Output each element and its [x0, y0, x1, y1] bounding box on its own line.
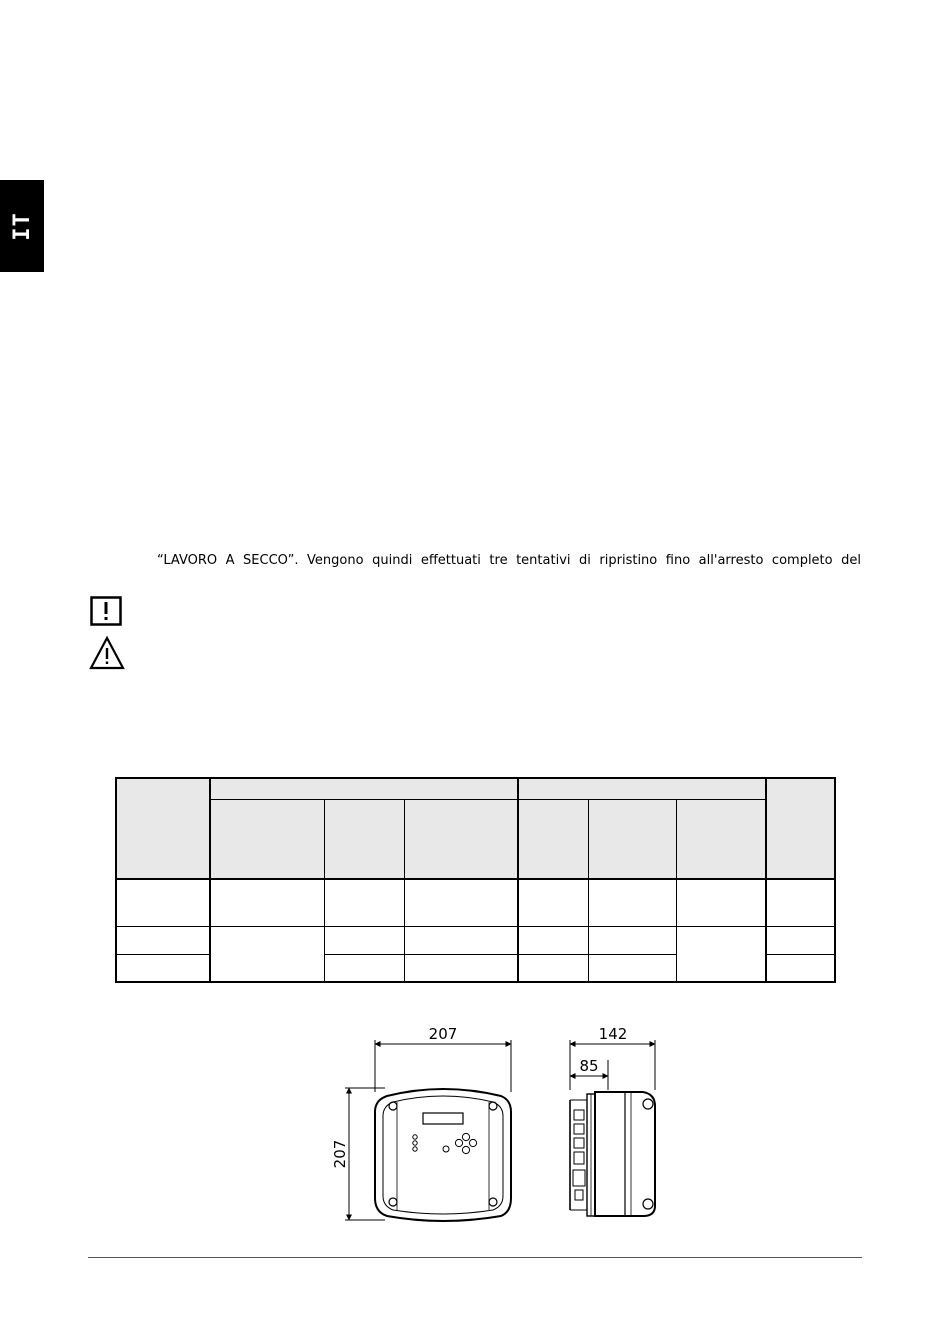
table-cell: [116, 926, 210, 954]
table-cell: [766, 954, 835, 982]
table-cell: [676, 879, 766, 926]
subheader-cell: [588, 799, 676, 879]
table-cell: [518, 926, 588, 954]
header-group-cell-2: [518, 778, 766, 799]
enclosure-dimension-drawing: [325, 1020, 670, 1230]
warning-triangle-icon: [89, 636, 125, 670]
table-cell: [676, 926, 766, 982]
table-cell: [766, 926, 835, 954]
table-cell: [518, 954, 588, 982]
table-cell: [588, 879, 676, 926]
subheader-cell: [676, 799, 766, 879]
header-cell-last: [766, 778, 835, 879]
table-cell: [324, 879, 404, 926]
subheader-cell: [210, 799, 324, 879]
subheader-cell: [404, 799, 518, 879]
table-cell: [324, 926, 404, 954]
side-view: [570, 1092, 655, 1216]
dim-side-partial: 85: [579, 1057, 599, 1075]
table-row: [116, 926, 835, 954]
body-text-line: “LAVORO A SECCO”. Vengono quindi effettuati tre tentativi di ripristino fino all'arresto completo del: [157, 553, 861, 568]
subheader-cell: [518, 799, 588, 879]
table-cell: [404, 879, 518, 926]
subheader-cell: [324, 799, 404, 879]
dim-side-depth: 142: [598, 1025, 628, 1043]
table-header-row: [116, 778, 835, 799]
dim-front-width: 207: [428, 1025, 458, 1043]
table-cell: [588, 926, 676, 954]
language-tab: [0, 180, 44, 272]
table-subheader-row: [116, 799, 835, 879]
table-cell: [404, 926, 518, 954]
table-cell: [324, 954, 404, 982]
table-cell: [210, 879, 324, 926]
table-cell: [210, 926, 324, 982]
table-row: [116, 879, 835, 926]
table-cell: [404, 954, 518, 982]
table-cell: [518, 879, 588, 926]
front-view: [375, 1089, 511, 1221]
exclamation-box-icon: [90, 596, 122, 626]
table-cell: [588, 954, 676, 982]
dim-front-height: 207: [331, 1139, 349, 1169]
table-cell: [766, 879, 835, 926]
footer-rule: [88, 1257, 862, 1258]
table-cell: [116, 879, 210, 926]
table-cell: [116, 954, 210, 982]
header-cell-model: [116, 778, 210, 879]
header-group-cell-1: [210, 778, 518, 799]
spec-table: [115, 777, 836, 983]
language-tab-label: IT: [9, 211, 35, 241]
